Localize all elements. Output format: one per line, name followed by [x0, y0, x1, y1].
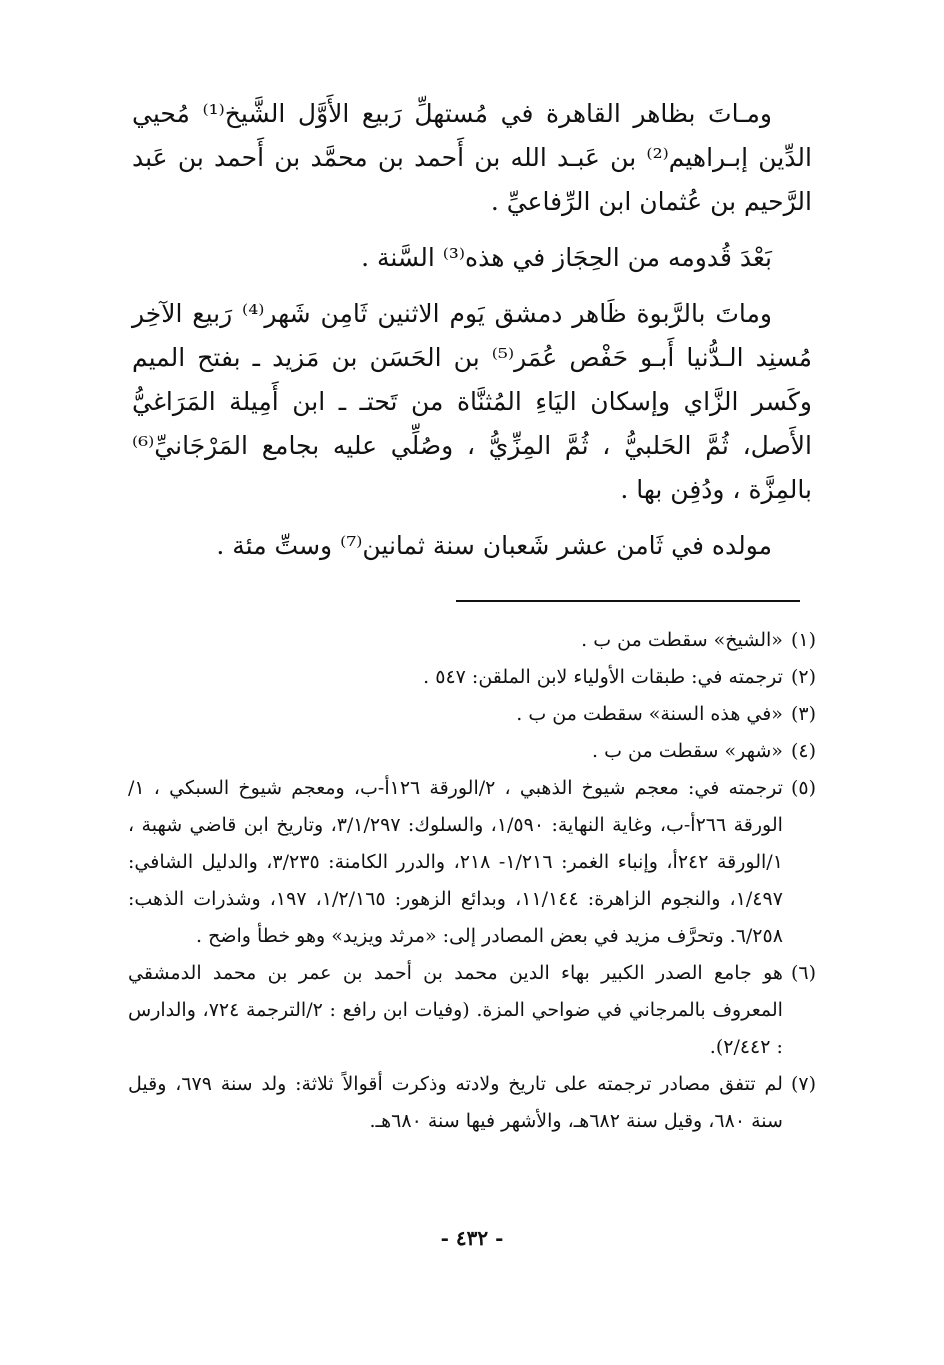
paragraph-2: بَعْدَ قُدومه من الحِجَاز في هذه⁽³⁾ السَّنة . — [361, 243, 772, 272]
paragraph-4: مولده في ثَامن عشر شَعبان سنة ثمانين⁽⁷⁾ وستِّ مئة . — [216, 531, 772, 560]
footnote-number: (٦) — [790, 962, 816, 984]
footnote-number: (٢) — [790, 666, 816, 688]
page-number: - ٤٣٢ - — [440, 1226, 504, 1250]
footnote-number: (٤) — [790, 740, 816, 762]
footnote-separator — [456, 600, 800, 602]
paragraph-1: ومـاتَ بظاهر القاهرة في مُستهلِّ رَبيع الأَوَّل الشَّيخ⁽¹⁾ مُحيي الدِّين إبـراهيم⁽²⁾ بن عَبـد الله بن أَحمد بن محمَّد بن أَحمد بن عَبد الرَّحيم بن عُثمان ابن الرِّفاعيِّ . — [132, 99, 812, 216]
footnote-text: لم تتفق مصادر ترجمته على تاريخ ولادته وذكرت أقوالاً ثلاثة: ولد سنة ٦٧٩، وقيل سنة ٦٨٠، وقيل سنة ٦٨٢هـ، والأشهر فيها سنة ٦٨٠هـ. — [128, 1073, 783, 1132]
footnote-4 — [128, 733, 816, 770]
footnote-text: ترجمته في: طبقات الأولياء لابن الملقن: ٥٤٧ . — [423, 666, 783, 688]
footnote-text: «شهر» سقطت من ب . — [592, 740, 783, 762]
footnote-text: «في هذه السنة» سقطت من ب . — [516, 703, 783, 725]
footnote-number: (١) — [790, 629, 816, 651]
footnotes — [128, 622, 816, 1140]
footnote-text: هو جامع الصدر الكبير بهاء الدين محمد بن أحمد بن عمر بن محمد الدمشقي المعروف بالمرجاني في ضواحي المزة. (وفيات ابن رافع : ٢/الترجمة ٧٢٤، والدارس : ٢/٤٤٢). — [128, 962, 783, 1058]
footnote-text: «الشيخ» سقطت من ب . — [581, 629, 783, 651]
main-text — [132, 92, 812, 580]
footnote-number: (٧) — [790, 1073, 816, 1095]
footnote-7 — [128, 1066, 816, 1140]
footnote-text: ترجمته في: معجم شيوخ الذهبي ، ٢/الورقة ١٢٦أ-ب، ومعجم شيوخ السبكي ، ١/الورقة ٢٦٦أ-ب، وغاية النهاية: ١/٥٩٠، والسلوك: ٣/١/٢٩٧، وتاريخ ابن قاضي شهبة ، ١/الورقة ٢٤٢أ، وإنباء الغمر: ١/٢١٦- ٢١٨، والدرر الكامنة: ٣/٢٣٥، والدليل الشافي: ١/٤٩٧، والنجوم الزاهرة: ١١/١٤٤، وبدائع الزهور: ١/٢/١٦٥، ١٩٧، وشذرات الذهب: ٦/٢٥٨. وتحرَّف مزيد في بعض المصادر إلى: «مرثد ويزيد» وهو خطأ واضح . — [128, 777, 783, 947]
footnote-5 — [128, 770, 816, 955]
footnote-6 — [128, 955, 816, 1066]
paragraph-3: وماتَ بالرَّبوة ظَاهر دمشق يَوم الاثنين ثَامِن شَهر⁽⁴⁾ رَبيع الآخِر مُسنِد الـدُّنيا أَبـو حَفْص عُمَر⁽⁵⁾ بن الحَسَن بن مَزيد ـ بفتح الميم وكَسر الزَّاي وإسكان اليَاءِ المُثنَّاة من تَحتـ ـ ابن أَمِيلة المَرَاغيُّ الأَصل، ثُمَّ الحَلبيُّ ، ثُمَّ المِزِّيُّ ، وصُلِّي عليه بجامع المَرْجَانيِّ⁽⁶⁾ بالمِزَّة ، ودُفِن بها . — [132, 299, 813, 504]
footnote-number: (٥) — [790, 777, 816, 799]
footnote-1 — [128, 622, 816, 659]
footnote-2 — [128, 659, 816, 696]
footnote-3 — [128, 696, 816, 733]
footnote-number: (٣) — [790, 703, 816, 725]
